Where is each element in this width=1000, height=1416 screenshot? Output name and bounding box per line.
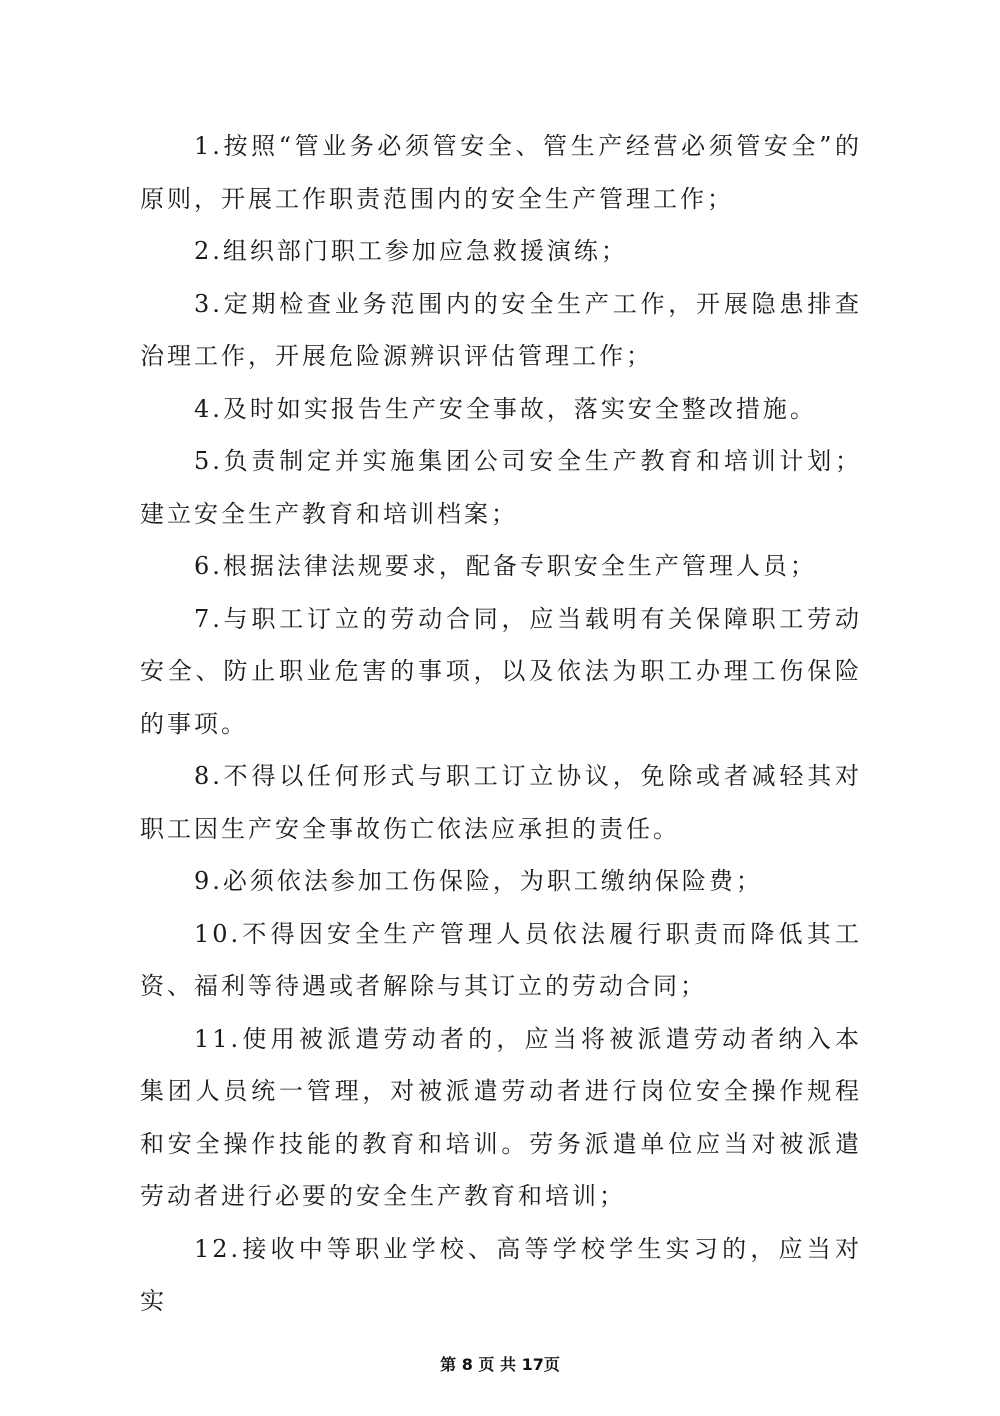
page-number-footer: 第 8 页 共 17页 [440, 1355, 560, 1374]
paragraph-6: 6.根据法律法规要求，配备专职安全生产管理人员； [194, 552, 817, 580]
paragraph-5: 5.负责制定并实施集团公司安全生产教育和培训计划；建立安全生产教育和培训档案； [140, 447, 862, 528]
paragraph-3: 3.定期检查业务范围内的安全生产工作，开展隐患排查治理工作，开展危险源辨识评估管理工作； [140, 289, 862, 370]
paragraph-1: 1.按照“管业务必须管安全、管生产经营必须管安全”的原则，开展工作职责范围内的安全生产管理工作； [140, 132, 862, 213]
paragraph-10: 10.不得因安全生产管理人员依法履行职责而降低其工资、福利等待遇或者解除与其订立的劳动合同； [140, 919, 862, 1000]
paragraph-4: 4.及时如实报告生产安全事故，落实安全整改措施。 [194, 394, 817, 423]
paragraph-11: 11.使用被派遣劳动者的，应当将被派遣劳动者纳入本集团人员统一管理，对被派遣劳动者进行岗位安全操作规程和安全操作技能的教育和培训。劳务派遣单位应当对被派遣劳动者进行必要的安全生产教育和培训； [140, 1024, 862, 1210]
paragraph-9: 9.必须依法参加工伤保险，为职工缴纳保险费； [194, 867, 763, 895]
document-body [140, 120, 862, 1328]
paragraph-2: 2.组织部门职工参加应急救援演练； [194, 237, 628, 265]
paragraph-8: 8.不得以任何形式与职工订立协议，免除或者减轻其对职工因生产安全事故伤亡依法应承担的责任。 [140, 762, 862, 843]
paragraph-12: 12.接收中等职业学校、高等学校学生实习的，应当对实 [140, 1234, 862, 1315]
paragraph-7: 7.与职工订立的劳动合同，应当载明有关保障职工劳动安全、防止职业危害的事项，以及依法为职工办理工伤保险的事项。 [140, 604, 862, 738]
